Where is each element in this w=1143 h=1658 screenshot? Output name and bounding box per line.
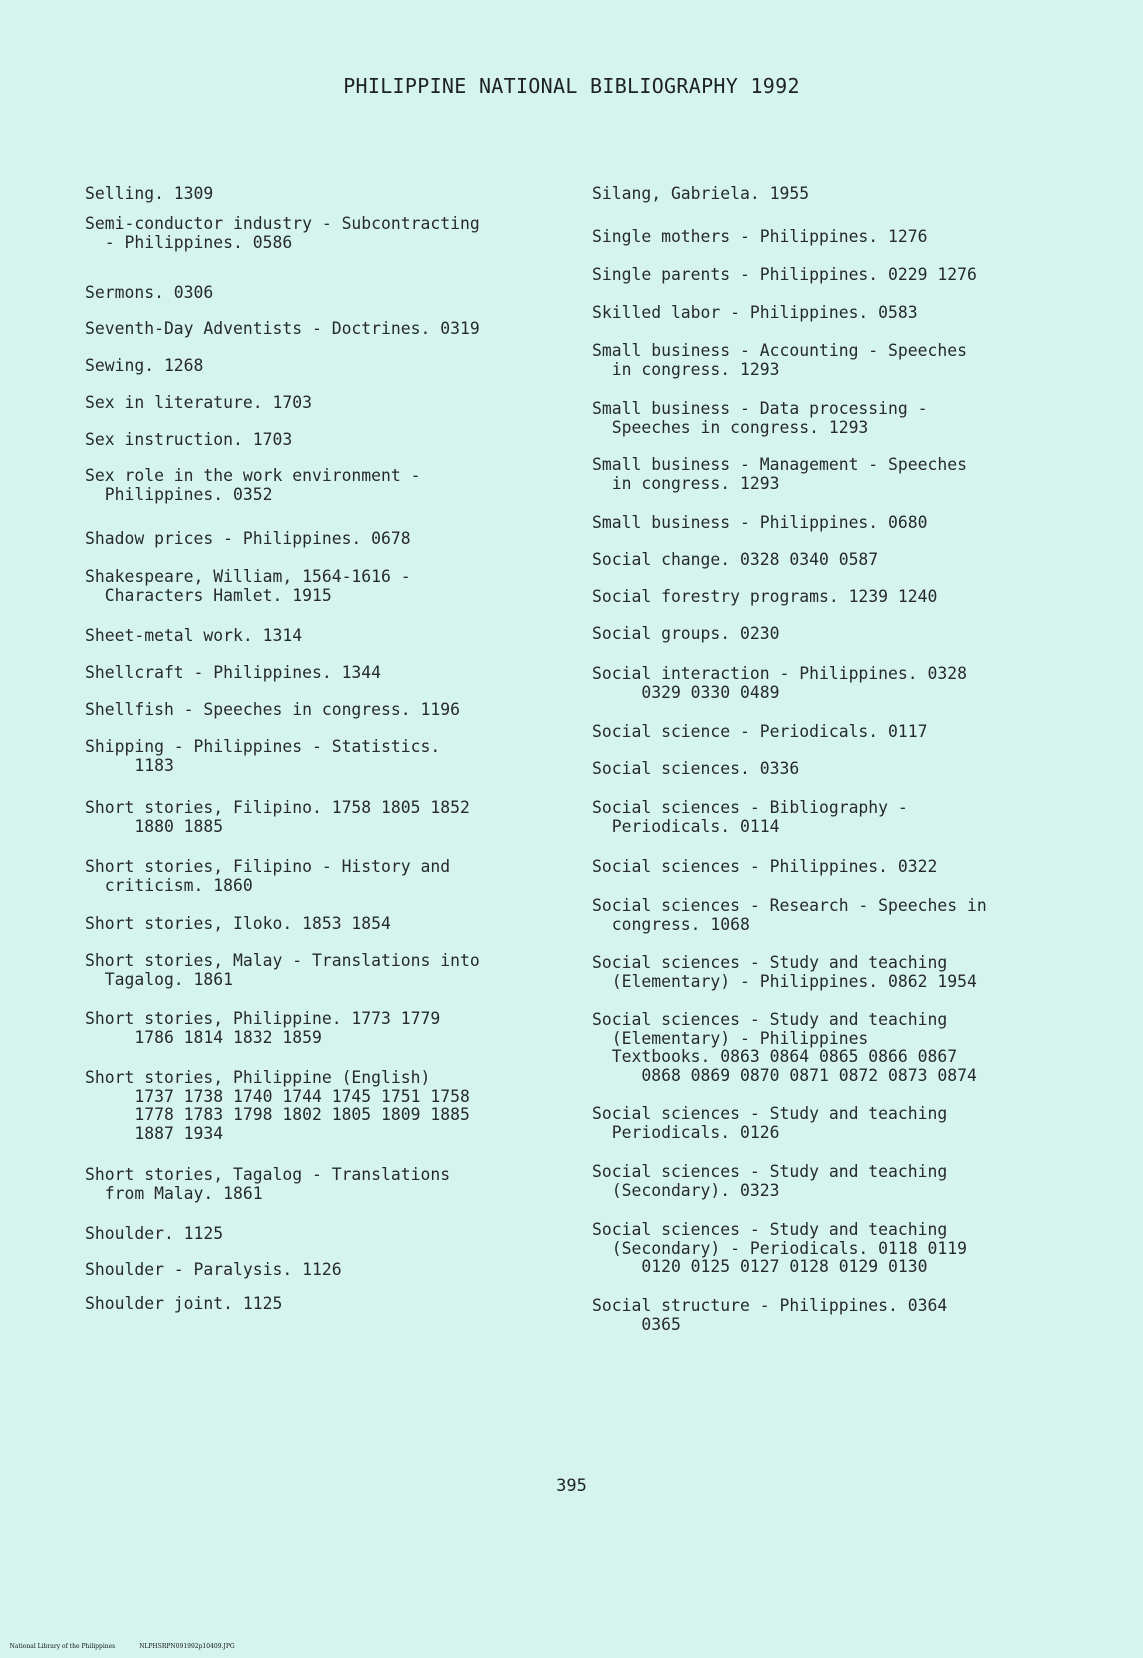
index-entry: Single mothers - Philippines. 1276 xyxy=(592,227,928,246)
index-entry: Single parents - Philippines. 0229 1276 xyxy=(592,265,977,284)
index-entry: Sex in literature. 1703 xyxy=(85,393,312,412)
index-entry: Shellfish - Speeches in congress. 1196 xyxy=(85,700,460,719)
index-entry: Social groups. 0230 xyxy=(592,624,780,643)
index-entry: Social sciences - Study and teaching (Elementary) - Philippines Textbooks. 0863 0864 0865 0866 0867 0868 0869 0870 0871 0872 0873 0874 xyxy=(592,1010,977,1085)
index-entry: Social sciences - Study and teaching (Secondary) - Periodicals. 0118 0119 0120 0125 0127 0128 0129 0130 xyxy=(592,1220,967,1276)
index-entry: Social change. 0328 0340 0587 xyxy=(592,550,879,569)
index-entry: Shadow prices - Philippines. 0678 xyxy=(85,529,411,548)
index-entry: Small business - Management - Speeches in congress. 1293 xyxy=(592,455,967,493)
index-entry: Skilled labor - Philippines. 0583 xyxy=(592,303,918,322)
index-entry: Social sciences - Research - Speeches in congress. 1068 xyxy=(592,896,987,934)
index-entry: Shipping - Philippines - Statistics. 1183 xyxy=(85,737,441,775)
index-entry: Semi-conductor industry - Subcontracting - Philippines. 0586 xyxy=(85,214,480,252)
index-entry: Shellcraft - Philippines. 1344 xyxy=(85,663,382,682)
index-entry: Social interaction - Philippines. 0328 0329 0330 0489 xyxy=(592,664,967,702)
index-entry: Seventh-Day Adventists - Doctrines. 0319 xyxy=(85,319,480,338)
index-entry: Short stories, Filipino - History and criticism. 1860 xyxy=(85,857,451,895)
index-entry: Shoulder - Paralysis. 1126 xyxy=(85,1260,342,1279)
index-entry: Sermons. 0306 xyxy=(85,283,214,302)
scan-footer xyxy=(2,1636,259,1657)
index-entry: Sex role in the work environment - Philippines. 0352 xyxy=(85,466,421,504)
index-entry: Social forestry programs. 1239 1240 xyxy=(592,587,938,606)
index-entry: Social sciences - Bibliography - Periodicals. 0114 xyxy=(592,798,908,836)
index-entry: Short stories, Philippine (English) 1737 1738 1740 1744 1745 1751 1758 1778 1783 1798 1802 1805 1809 1885 1887 1934 xyxy=(85,1068,470,1143)
index-entry: Short stories, Filipino. 1758 1805 1852 1880 1885 xyxy=(85,798,470,836)
index-entry: Small business - Philippines. 0680 xyxy=(592,513,928,532)
index-entry: Small business - Accounting - Speeches in congress. 1293 xyxy=(592,341,967,379)
index-entry: Short stories, Iloko. 1853 1854 xyxy=(85,914,391,933)
page-number: 395 xyxy=(556,1476,587,1496)
footer-library: National Library of the Philippines xyxy=(9,1643,116,1650)
index-entry: Social sciences - Study and teaching Periodicals. 0126 xyxy=(592,1104,948,1142)
index-entry: Short stories, Malay - Translations into Tagalog. 1861 xyxy=(85,951,480,989)
index-entry: Social sciences - Philippines. 0322 xyxy=(592,857,938,876)
index-entry: Short stories, Philippine. 1773 1779 1786 1814 1832 1859 xyxy=(85,1009,441,1047)
index-entry: Small business - Data processing - Speeches in congress. 1293 xyxy=(592,399,928,437)
index-entry: Social sciences - Study and teaching (Elementary) - Philippines. 0862 1954 xyxy=(592,953,977,991)
index-entry: Shoulder. 1125 xyxy=(85,1224,224,1243)
index-entry: Sewing. 1268 xyxy=(85,356,204,375)
index-entry: Selling. 1309 xyxy=(85,184,214,203)
index-entry: Short stories, Tagalog - Translations from Malay. 1861 xyxy=(85,1165,451,1203)
index-entry: Shoulder joint. 1125 xyxy=(85,1294,283,1313)
index-entry: Sheet-metal work. 1314 xyxy=(85,626,303,645)
index-entry: Social sciences - Study and teaching (Secondary). 0323 xyxy=(592,1162,948,1200)
index-entry: Social sciences. 0336 xyxy=(592,759,800,778)
page-title: PHILIPPINE NATIONAL BIBLIOGRAPHY 1992 xyxy=(343,74,800,98)
index-entry: Silang, Gabriela. 1955 xyxy=(592,184,810,203)
index-entry: Shakespeare, William, 1564-1616 - Characters Hamlet. 1915 xyxy=(85,567,411,605)
footer-file: NLPHSRPN091992p10409.JPG xyxy=(139,1643,235,1650)
index-entry: Sex instruction. 1703 xyxy=(85,430,293,449)
index-entry: Social structure - Philippines. 0364 0365 xyxy=(592,1296,948,1334)
index-entry: Social science - Periodicals. 0117 xyxy=(592,722,928,741)
